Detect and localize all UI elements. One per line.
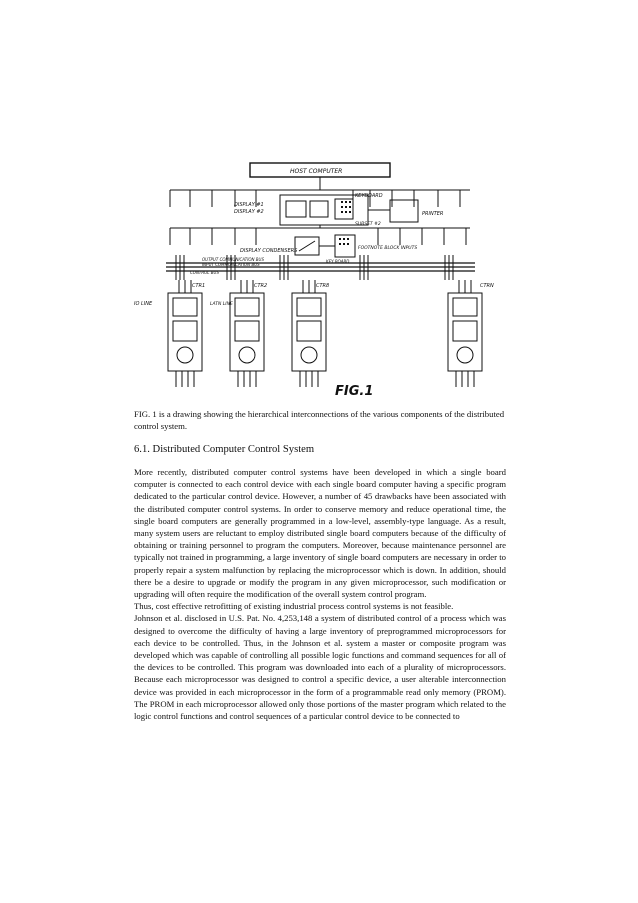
- fig-number-label: FIG.1: [335, 384, 374, 399]
- paragraph: Johnson et al. disclosed in U.S. Pat. No. 4,253,148 a system of distributed control of a process which was designed to overcome the difficulty of having a large inventory of preprogrammed microprocessors for each device to be controlled. Thus, in the Johnson et al. system a master or composite program was developed which was capable of controlling all possible logic functions and command sequences for all of the devices to be controlled. This program was downloaded into each of a plurality of microprocessors. Because each microprocessor was designed to control a specific device, a user alterable interconnection device was provided in each microprocessor in the form of a programmable read only memory (PROM). The PROM in each microprocessor allowed only those portions of the master program which related to the logic control functions and control sequences of a particular control device to be connected to: [134, 613, 506, 722]
- footnote-block-label: FOOTNOTE BLOCK INPUTS: [358, 246, 418, 251]
- patent-figure: [130, 155, 508, 407]
- latn-line-label: LATN LINE: [210, 302, 233, 307]
- system-diagram: [130, 155, 508, 407]
- paragraph: More recently, distributed computer control systems have been developed in which a single board computer is connected to each control device with each single board computer having a specific program dedicated to the particular control device. However, a number of 45 drawbacks have been associated with the distributed computer control systems. In order to conserve memory and reduce operational time, the single board computers are generally programmed in a low-level, assembly-type language. As a result, many system users are reluctant to employ distributed single board computers because of the difficulty of obtaining or training personnel to program the computers. Moreover, because maintenance personnel are typically not trained in programming, a large inventory of single board computers are necessary in order to properly repair a system malfunction by replacing the microprocessor which is down. In addition, should there be a desire to upgrade or modify the program in any given microprocessor, such modification or upgrading will often require the modification of the overall system control program.: [134, 467, 506, 600]
- controller-unit: [230, 280, 264, 387]
- keyboard-label: KEYBOARD: [355, 193, 383, 199]
- ctr8-label: CTR8: [316, 283, 330, 289]
- keyboard2-label: KEY BOARD: [326, 259, 350, 264]
- controller-unit: [168, 280, 202, 387]
- paragraph: Thus, cost effective retrofitting of existing industrial process control systems is not feasible.: [134, 601, 454, 612]
- subset-label: SUBSET #2: [355, 222, 381, 227]
- display2-label: DISPLAY #2: [234, 209, 264, 215]
- figure-caption: FIG. 1 is a drawing showing the hierarchical interconnections of the various components of the distributed control system.: [134, 409, 505, 432]
- body-text: [134, 466, 506, 722]
- display1-label: DISPLAY #1: [234, 202, 264, 208]
- ctrn-label: CTRN: [480, 283, 494, 289]
- output-bus-label: OUTPUT COMMUNICATION BUS: [202, 257, 265, 262]
- ctr2-label: CTR2: [254, 283, 268, 289]
- controller-unit: [292, 280, 326, 387]
- control-bus-label: CONTROL BUS: [190, 270, 220, 275]
- section-heading: 6.1. Distributed Computer Control System: [134, 444, 315, 455]
- display-condensers-label: DISPLAY CONDENSERS: [240, 248, 298, 254]
- ctr1-label: CTR1: [192, 283, 206, 289]
- controller-unit: [448, 280, 482, 387]
- printer-label: PRINTER: [422, 211, 444, 217]
- host-computer-label: HOST COMPUTER: [290, 168, 343, 175]
- input-bus-label: INPUT COMMUNICATION BUS: [202, 262, 260, 267]
- io-line-label: IO LINE: [134, 301, 153, 307]
